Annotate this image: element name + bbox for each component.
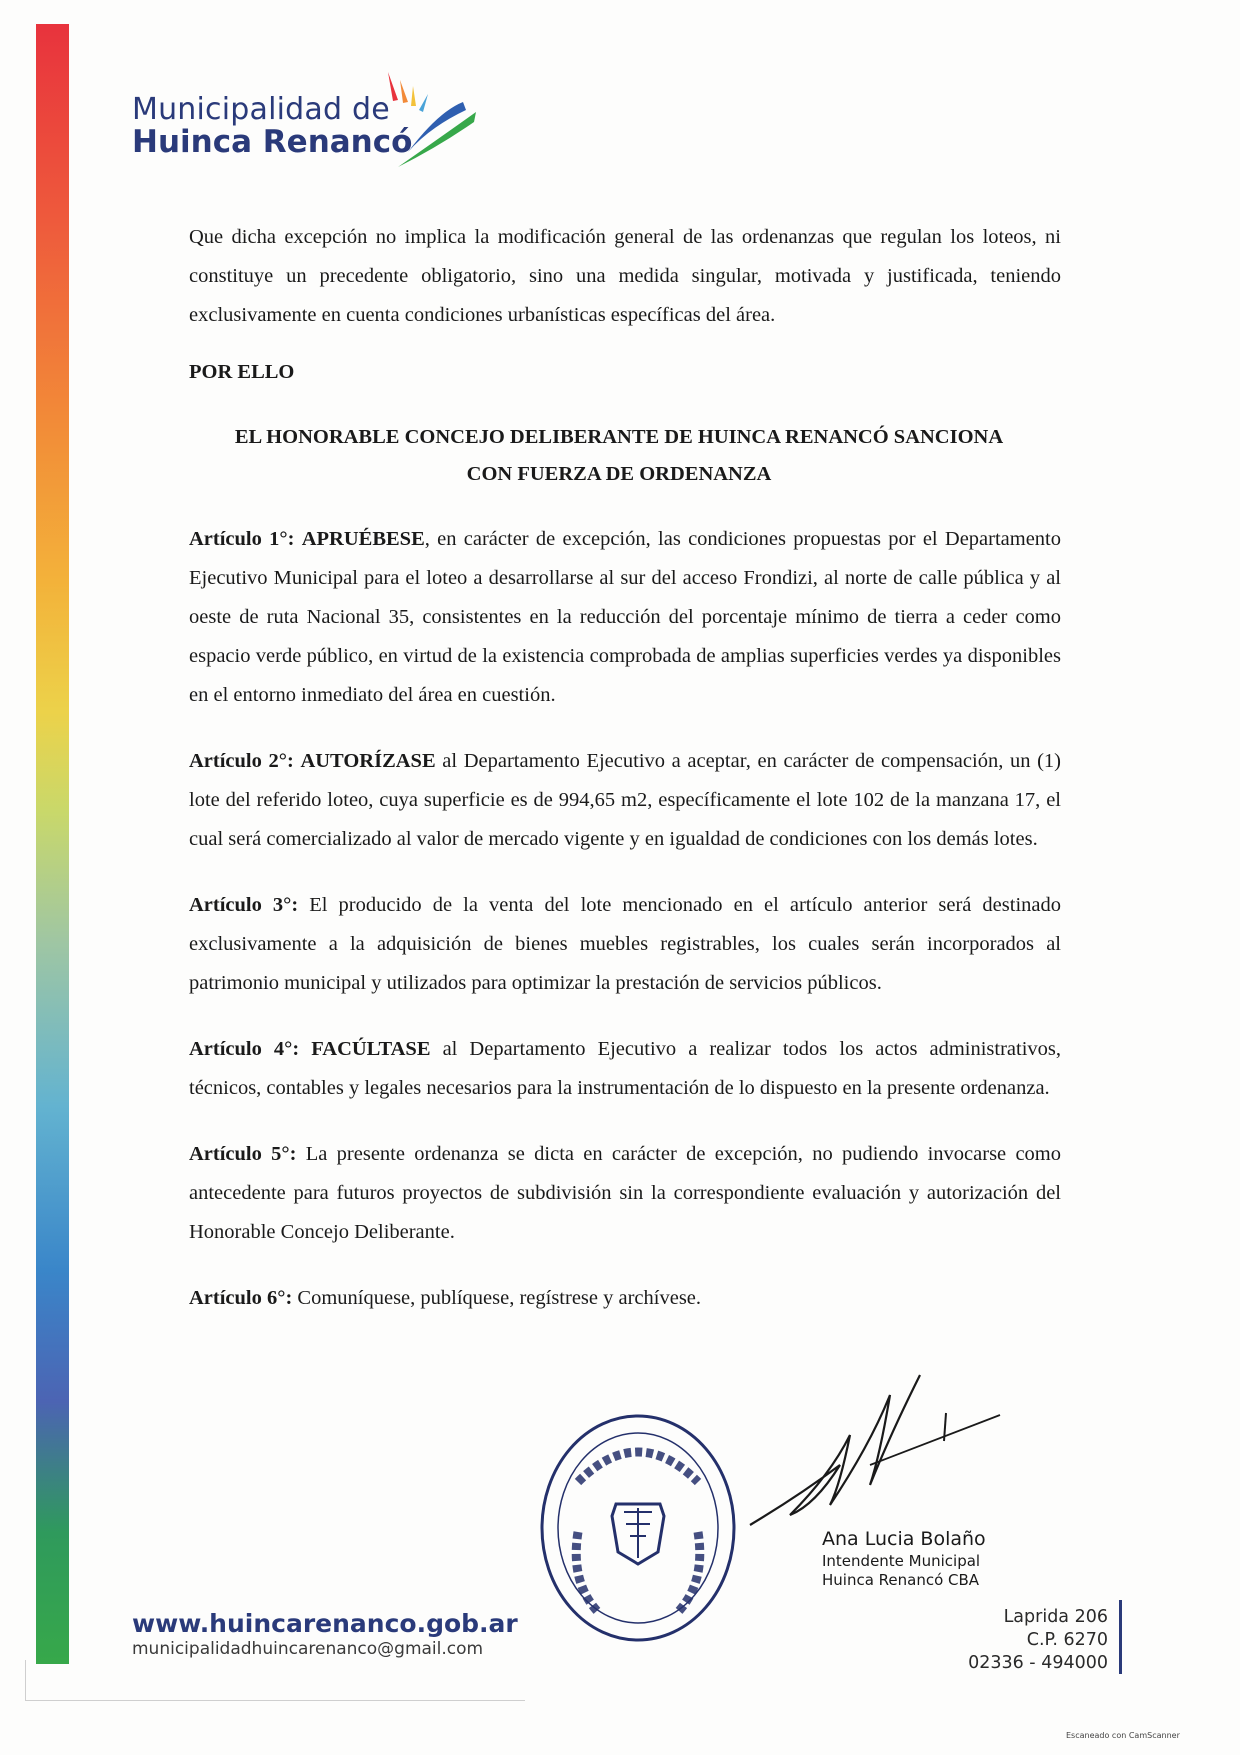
article-text: Comuníquese, publíquese, regístrese y archívese. (292, 1287, 702, 1309)
signer-name: Ana Lucia Bolaño (822, 1528, 986, 1550)
footer-street: Laprida 206 (1003, 1607, 1108, 1627)
rainbow-side-stripe (36, 24, 69, 1664)
footer-address (968, 1606, 1108, 1675)
article-text: La presente ordenanza se dicta en carácter de excepción, no pudiendo invocarse como antecedente para futuros proyectos de subdivisión sin la correspondiente evaluación y autorización del Honorable Concejo Deliberante. (189, 1143, 1061, 1243)
article-label: Artículo 6°: (189, 1287, 293, 1309)
article-2 (189, 742, 1061, 859)
logo-swoosh-icon (368, 72, 478, 182)
scan-edge-line-bottom (25, 1700, 525, 1701)
footer-divider-bar (1119, 1600, 1122, 1674)
article-4 (189, 1030, 1061, 1108)
scanner-watermark: Escaneado con CamScanner (1066, 1731, 1180, 1740)
article-text: El producido de la venta del lote mencionado en el artículo anterior será destinado exclusivamente a la adquisición de bienes muebles registrables, los cuales serán incorporados al patrimonio municipal y utilizados para optimizar la prestación de servicios públicos. (189, 894, 1061, 994)
article-keyword: AUTORÍZASE (300, 750, 436, 772)
article-label: Artículo 2°: (189, 750, 294, 772)
article-text: al Departamento Ejecutivo a realizar todos los actos administrativos, técnicos, contables y legales necesarios para la instrumentación de lo dispuesto en la presente ordenanza. (189, 1038, 1062, 1099)
por-ello-heading: POR ELLO (189, 361, 295, 383)
scan-edge-line (25, 1660, 26, 1700)
footer-website: www.huincarenanco.gob.ar (132, 1609, 518, 1638)
article-3 (189, 886, 1061, 1003)
article-label: Artículo 3°: (189, 894, 299, 916)
logo-line-2: Huinca Renancó (132, 123, 413, 160)
footer-phone: 02336 - 494000 (968, 1653, 1108, 1673)
sanction-heading (189, 419, 1061, 493)
footer-email: municipalidadhuincarenanco@gmail.com (132, 1639, 484, 1659)
article-keyword: APRUÉBESE (301, 528, 425, 550)
article-text: , en carácter de excepción, las condiciones propuestas por el Departamento Ejecutivo Municipal para el loteo a desarrollarse al sur del acceso Frondizi, al norte de calle pública y al oeste de ruta Nacional 35, consistentes en la reducción del porcentaje mínimo de tierra a ceder como espacio verde público, en virtud de la existencia comprobada de amplias superficies verdes ya disponibles en el entorno inmediato del área en cuestión. (189, 528, 1062, 706)
article-keyword: FACÚLTASE (311, 1038, 431, 1060)
article-1 (189, 520, 1061, 715)
article-label: Artículo 4°: (189, 1038, 300, 1060)
signer-role: Intendente Municipal (822, 1552, 981, 1570)
logo-line-1: Municipalidad de (132, 92, 390, 127)
article-label: Artículo 5°: (189, 1143, 297, 1165)
footer-postal-code: C.P. 6270 (1026, 1630, 1108, 1650)
article-5 (189, 1135, 1061, 1252)
sanction-heading-line-1: EL HONORABLE CONCEJO DELIBERANTE DE HUINCA RENANCÓ SANCIONA (234, 426, 1004, 448)
ordinance-body (189, 218, 1061, 1345)
municipal-seal-stamp (538, 1412, 738, 1644)
signer-block (822, 1528, 986, 1590)
signer-place: Huinca Renancó CBA (822, 1571, 980, 1589)
intro-paragraph: Que dicha excepción no implica la modificación general de las ordenanzas que regulan los loteos, ni constituye un precedente obligatorio, sino una medida singular, motivada y justificada, teniendo exclusivamente en cuenta condiciones urbanísticas específicas del área. (189, 226, 1061, 326)
footer-contact (132, 1609, 518, 1659)
handwritten-signature (720, 1355, 1010, 1545)
article-6 (189, 1279, 1061, 1318)
article-text: al Departamento Ejecutivo a aceptar, en carácter de compensación, un (1) lote del referido loteo, cuya superficie es de 994,65 m2, específicamente el lote 102 de la manzana 17, el cual será comercializado al valor de mercado vigente y en igualdad de condiciones con los demás lotes. (189, 750, 1062, 850)
sanction-heading-line-2: CON FUERZA DE ORDENANZA (466, 463, 772, 485)
article-label: Artículo 1°: (189, 528, 295, 550)
